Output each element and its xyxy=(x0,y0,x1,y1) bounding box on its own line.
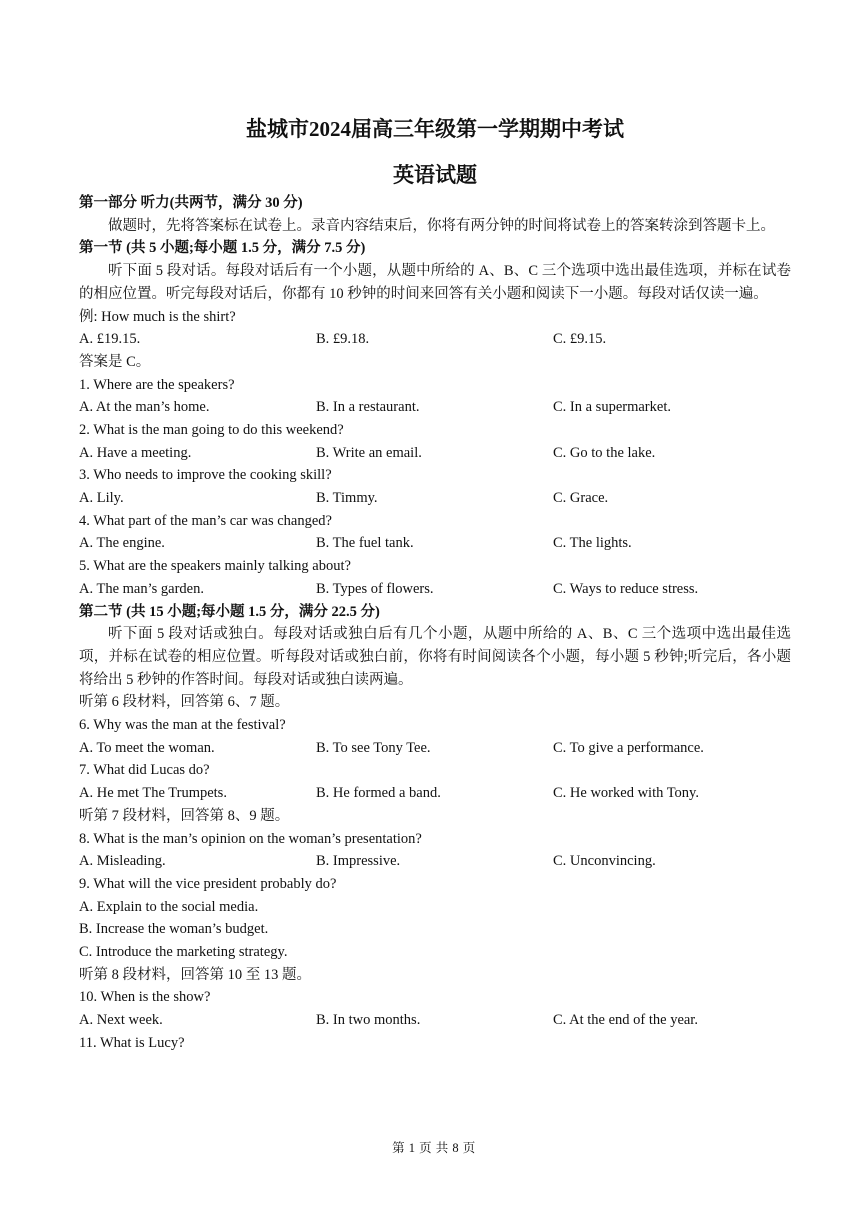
part1-intro: 做题时，先将答案标在试卷上。录音内容结束后，你将有两分钟的时间将试卷上的答案转涂到答题卡上。 xyxy=(108,217,775,234)
question-1-options xyxy=(79,396,791,419)
example-answer: 答案是 C。 xyxy=(79,353,151,370)
option-c: C. Ways to reduce stress. xyxy=(553,580,699,597)
material-6-label: 听第 6 段材料，回答第 6、7 题。 xyxy=(79,694,290,711)
option-b: B. £9.18. xyxy=(316,331,370,348)
question-2: 2. What is the man going to do this weekend? xyxy=(79,422,344,438)
option-a: A. The man’s garden. xyxy=(79,580,204,597)
question-8: 8. What is the man’s opinion on the woman’s presentation? xyxy=(79,830,422,847)
option-a: A. The engine. xyxy=(79,535,165,552)
option-c: C. To give a performance. xyxy=(553,739,704,756)
question-8-options xyxy=(79,850,791,873)
question-6: 6. Why was the man at the festival? xyxy=(79,717,286,734)
option-b: B. To see Tony Tee. xyxy=(316,739,431,756)
question-4: 4. What part of the man’s car was changed? xyxy=(79,512,332,529)
option-c: C. £9.15. xyxy=(553,331,607,348)
question-2-options xyxy=(79,442,791,465)
option-a: A. He met The Trumpets. xyxy=(79,785,227,802)
page-number: 第 1 页 共 8 页 xyxy=(392,1141,476,1155)
option-c: C. Grace. xyxy=(553,490,609,507)
question-9-option-b: B. Increase the woman’s budget. xyxy=(79,921,269,938)
question-1: 1. Where are the speakers? xyxy=(79,376,235,393)
option-c: C. Go to the lake. xyxy=(553,444,656,461)
part1-heading: 第一部分 听力(共两节，满分 30 分) xyxy=(79,195,303,211)
option-a: A. To meet the woman. xyxy=(79,739,215,756)
option-b: B. Types of flowers. xyxy=(316,580,434,597)
question-10: 10. When is the show? xyxy=(79,989,211,1006)
question-5-options xyxy=(79,578,791,601)
question-4-options xyxy=(79,532,791,555)
option-c: C. In a supermarket. xyxy=(553,399,671,416)
example-options xyxy=(79,328,791,351)
question-6-options xyxy=(79,737,791,760)
question-9-option-a: A. Explain to the social media. xyxy=(79,898,259,915)
question-10-options xyxy=(79,1009,791,1032)
question-11: 11. What is Lucy? xyxy=(79,1034,185,1051)
section2-heading: 第二节 (共 15 小题;每小题 1.5 分，满分 22.5 分) xyxy=(79,603,380,620)
option-b: B. He formed a band. xyxy=(316,785,441,802)
option-a: A. £19.15. xyxy=(79,331,141,348)
exam-title: 盐城市2024届高三年级第一学期期中考试 xyxy=(246,117,624,141)
option-b: B. In a restaurant. xyxy=(316,399,420,416)
section2-intro: 听下面 5 段对话或独白。每段对话或独白后有几个小题，从题中所给的 A、B、C 三个选项中选出最佳选项，并标在试卷的相应位置。听每段对话或独白前，你将有时间阅读各个小题，每小题 5 秒钟;听完后，各小题将给出 5 秒钟的作答时间。每段对话或独白读两遍。 xyxy=(79,626,791,688)
material-8-label: 听第 8 段材料，回答第 10 至 13 题。 xyxy=(79,966,311,983)
option-b: B. Impressive. xyxy=(316,853,401,870)
option-a: A. Lily. xyxy=(79,490,124,507)
question-7: 7. What did Lucas do? xyxy=(79,762,210,779)
question-9: 9. What will the vice president probably do? xyxy=(79,875,337,892)
option-a: A. Have a meeting. xyxy=(79,444,192,461)
question-9-option-c: C. Introduce the marketing strategy. xyxy=(79,944,288,961)
option-a: A. At the man’s home. xyxy=(79,399,210,416)
question-3-options xyxy=(79,487,791,510)
option-c: C. He worked with Tony. xyxy=(553,785,699,802)
section1-intro: 听下面 5 段对话。每段对话后有一个小题，从题中所给的 A、B、C 三个选项中选出最佳选项，并标在试卷的相应位置。听完每段对话后，你都有 10 秒钟的时间来回答有关小题和阅读下一小题。每段对话仅读一遍。 xyxy=(79,263,791,302)
question-5: 5. What are the speakers mainly talking about? xyxy=(79,558,351,575)
option-c: C. The lights. xyxy=(553,535,632,552)
example-question: 例: How much is the shirt? xyxy=(79,308,236,325)
option-c: C. Unconvincing. xyxy=(553,853,656,870)
option-b: B. Timmy. xyxy=(316,490,378,507)
question-3: 3. Who needs to improve the cooking skill? xyxy=(79,467,332,484)
exam-subtitle: 英语试题 xyxy=(393,163,477,187)
section1-heading: 第一节 (共 5 小题;每小题 1.5 分，满分 7.5 分) xyxy=(79,240,366,257)
option-b: B. Write an email. xyxy=(316,444,422,461)
option-b: B. The fuel tank. xyxy=(316,535,414,552)
option-a: A. Misleading. xyxy=(79,853,166,870)
material-7-label: 听第 7 段材料，回答第 8、9 题。 xyxy=(79,807,290,824)
option-a: A. Next week. xyxy=(79,1012,163,1029)
option-c: C. At the end of the year. xyxy=(553,1012,698,1029)
question-7-options xyxy=(79,782,791,805)
option-b: B. In two months. xyxy=(316,1012,421,1029)
exam-content xyxy=(79,112,791,1055)
